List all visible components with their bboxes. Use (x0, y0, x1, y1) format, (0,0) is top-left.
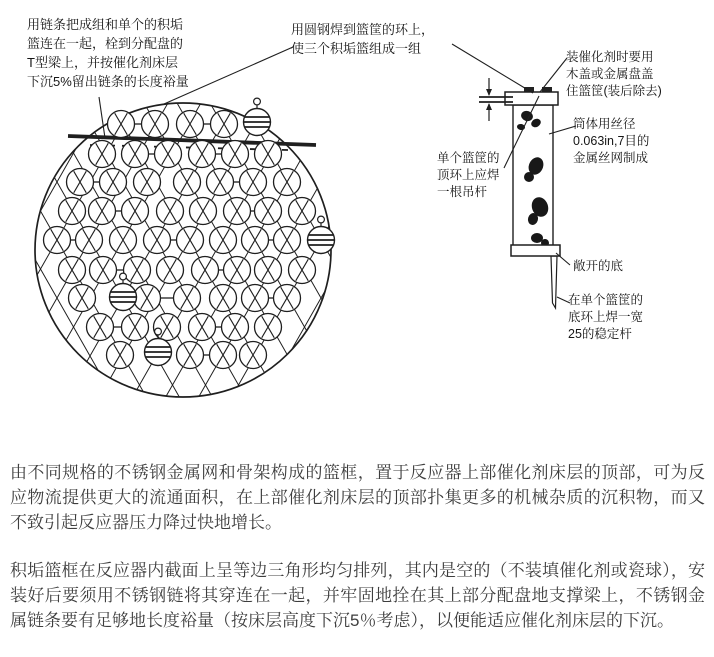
label-line: 下沉5%留出链条的长度裕量 (27, 74, 189, 89)
label-line: 金属丝网制成 (573, 151, 649, 165)
paragraph-1: 由不同规格的不锈钢金属网和骨架构成的篮框，置于反应器上部催化剂床层的顶部，可为反应物流提供更大的流通面积，在上部催化剂床层的顶部扑集更多的机械杂质的沉积物，而又不致引起反应器压力降过快地增长。 (10, 463, 705, 532)
label-line: 25的稳定杆 (568, 327, 632, 341)
label-line: T型梁上，并按催化剂床层 (27, 55, 178, 70)
label-line: 篮连在一起，栓到分配盘的 (27, 36, 184, 51)
label-chain-note (27, 15, 189, 91)
label-line: 敞开的底 (573, 259, 624, 273)
label-hanger-note (437, 150, 500, 201)
paragraph-2: 积垢篮框在反应器内截面上呈等边三角形均匀排列，其内是空的（不装填催化剂或瓷球），安装好后要须用不锈钢链将其穿连在一起，并牢固地拴在其上部分配盘地支撑梁上，不锈钢金属链条要有足够地长度裕量（按床层高度下沉5％考虑），以便能适应催化剂床层的下沉。 (10, 561, 705, 630)
label-line: 装催化剂时要用 (566, 50, 654, 64)
label-cover-note (566, 49, 662, 100)
label-line: 顶环上应焊 (437, 168, 500, 182)
label-line: 在单个篮筐的 (568, 293, 644, 307)
label-weld-note (291, 20, 434, 58)
label-line: 一根吊杆 (437, 185, 488, 199)
label-line: 底环上焊一宽 (568, 310, 644, 324)
label-open-bottom (573, 258, 623, 275)
label-line: 用链条把成组和单个的积垢 (27, 17, 184, 32)
label-stabilizer-note (568, 292, 643, 343)
label-line: 单个篮筐的 (437, 151, 500, 165)
label-line: 使三个积垢篮组成一组 (291, 41, 422, 56)
label-line: 木盖或金属盘盖 (566, 67, 654, 81)
label-line: 住篮筐(装后除去) (566, 84, 662, 98)
label-line: 筒体用丝径 (573, 117, 636, 131)
label-line: 0.063in,7目的 (573, 134, 650, 148)
label-line: 用圆钢焊到篮筐的环上， (291, 22, 435, 37)
label-mesh-note (573, 116, 649, 167)
